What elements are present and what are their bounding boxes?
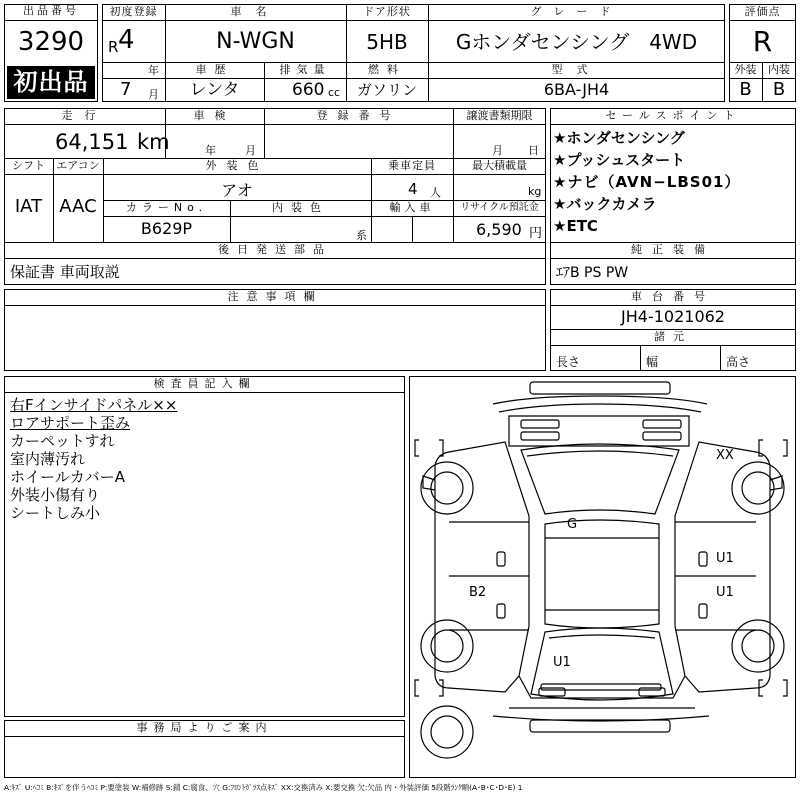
inspector-notes [10,396,400,522]
mileage: 64,151 [55,130,129,154]
sales-points [553,127,793,237]
model-code: 6BA-JH4 [543,80,610,99]
sales-point: ★ETC [553,217,598,235]
later-parts-label: 後日発送部品 [218,243,332,256]
equipment: ｴｱB PS PW [556,265,629,281]
shift: IAT [14,196,43,217]
sales-point: ★バックカメラ [553,195,657,213]
exterior-grade: B [739,79,752,100]
transfer-label: 譲渡書類期限 [466,109,533,122]
damage-mark: XX [716,448,734,463]
recycle-label: リサイクル預託金 [460,202,539,213]
reg-year: 4 [118,25,135,55]
history: レンタ [189,80,240,100]
inspection-year-unit: 年 [205,144,216,157]
reg-month: 7 [120,79,132,100]
lot-number-label: 出品番号 [23,4,79,17]
interior-grade: B [772,79,786,100]
fuel: ガソリン [356,81,417,99]
inspector-note: 外装小傷有り [10,486,101,504]
inspection-month-unit: 月 [245,144,256,157]
transfer-day-unit: 日 [528,144,539,157]
width-label: 幅 [646,355,659,369]
era: R [108,38,119,56]
load-label: 最大積載量 [472,159,527,172]
exterior-label: 外装 [734,63,757,76]
int-color-unit: 系 [356,229,367,242]
model-label: 車名 [230,5,281,18]
sales-point: ★ホンダセンシング [553,129,685,147]
capacity-label: 乗車定員 [388,159,436,172]
capacity-unit: 人 [430,186,441,199]
load-unit: kg [528,185,542,198]
sales-point: ★ナビ（AVN−LBS01） [553,173,741,191]
registration-label: 登録番号 [316,109,401,122]
sales-label: セールスポイント [605,109,741,122]
first-registration-label: 初度登録 [109,5,158,18]
inspector-note: ホイールカバーA [10,468,125,486]
inspector-note: カーペットすれ [10,432,115,450]
mileage-label: 走行 [61,109,108,122]
displacement-unit: cc [328,86,341,99]
dims-label: 諸元 [654,330,692,343]
damage-mark: U1 [716,585,734,600]
caution-label: 注意事項欄 [227,290,323,303]
mileage-unit: km [137,130,170,154]
capacity: 4 [408,180,418,198]
damage-mark: G [567,517,578,532]
fuel-label: 燃料 [368,63,406,76]
history-label: 車歴 [195,63,234,76]
lot-number: 3290 [17,27,85,57]
model-name: N-WGN [216,29,295,54]
damage-mark: B2 [469,585,487,600]
height-label: 高さ [726,355,751,369]
score: R [752,25,773,58]
inspector-label: 検査員記入欄 [153,377,256,390]
first-listing-badge: 初出品 [7,66,95,99]
inspection-label: 車検 [193,109,236,122]
reg-month-unit: 月 [148,88,159,101]
length-label: 長さ [556,355,581,369]
door-type: 5HB [366,30,408,54]
transfer-month-unit: 月 [492,144,503,157]
inspector-note: 室内薄汚れ [10,450,86,468]
ac-label: エアコン [56,159,100,172]
office-label: 事務局よりご案内 [136,721,273,734]
legend: A:ｷｽﾞ U:ﾍｺﾐ B:ｷｽﾞを伴うﾍｺﾐ P:要塗装 W:補修跡 S:錆 C:腐食、穴 G:ﾌﾛﾝﾄｶﾞﾗｽ点ｷｽﾞ XX:交換済み X:要交換 欠:欠品 内・外装評価 5段階ﾗﾝｸ順(A･B･C･D･E) 1 [4,783,523,792]
later-parts: 保証書 車両取説 [10,263,120,281]
displacement-label: 排気量 [279,63,331,76]
displacement: 660 [292,80,325,100]
reg-year-unit: 年 [148,64,159,77]
chassis-label: 車台番号 [631,290,715,303]
inspector-note: シートしみ小 [10,504,101,522]
equipment-label: 純正装備 [631,243,715,256]
inspector-note: 右Fインサイドパネル×× [10,396,178,414]
ext-color: アオ [221,181,253,200]
damage-mark: U1 [553,655,571,670]
recycle-unit: 円 [529,226,543,241]
color-no-label: カラーNo. [125,201,208,214]
color-no: B629P [140,219,193,238]
damage-mark: U1 [716,551,734,566]
interior-label: 内装 [768,63,790,76]
chassis-number: JH4-1021062 [621,307,725,326]
door-label: ドア形状 [363,5,411,18]
car-diagram [409,376,796,778]
inspector-note: ロアサポート歪み [10,414,131,432]
sales-point: ★プッシュスタート [553,151,686,169]
grade: Gホンダセンシング 4WD [455,30,698,54]
model-code-label: 型式 [551,63,602,76]
ac: AAC [59,196,97,217]
grade-label: グレード [530,5,623,18]
score-label: 評価点 [744,5,781,18]
int-color-label: 内装色 [272,201,329,214]
shift-label: シフト [12,159,45,172]
import-label: 輸入車 [389,201,435,214]
ext-color-label: 外装色 [205,159,269,172]
recycle-fee: 6,590 [476,220,522,239]
